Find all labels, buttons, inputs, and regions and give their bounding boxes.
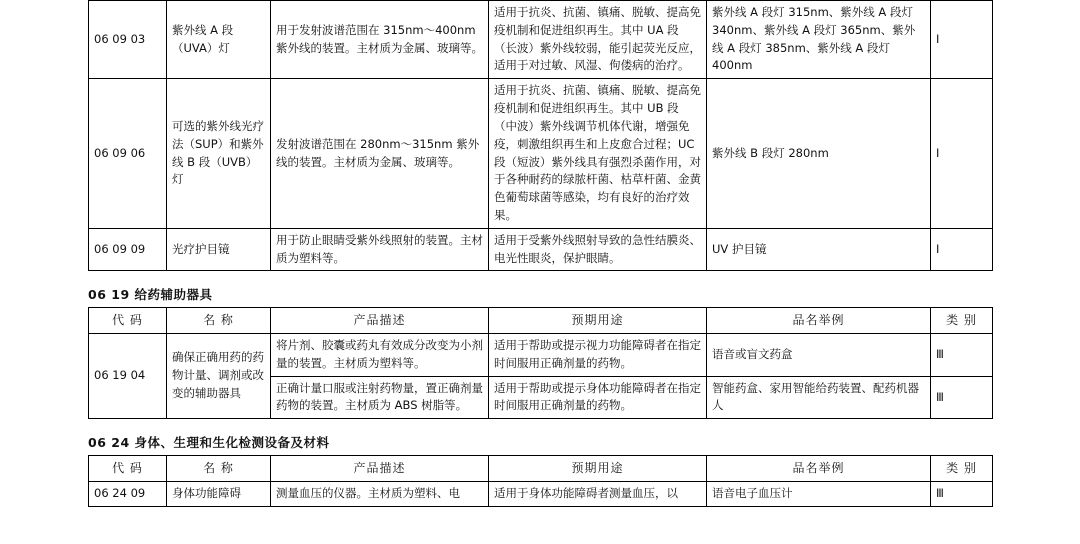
cell-class: Ⅲ (931, 481, 993, 506)
cell-examples: 智能药盒、家用智能给药装置、配药机器人 (707, 376, 931, 419)
cell-code: 06 09 06 (89, 79, 167, 229)
table-header-row (89, 456, 993, 482)
header-code: 代 码 (89, 456, 167, 482)
cell-name: 紫外线 A 段（UVA）灯 (167, 1, 271, 79)
cell-code: 06 09 09 (89, 228, 167, 271)
cell-code: 06 19 04 (89, 333, 167, 418)
header-examples: 品名举例 (707, 308, 931, 334)
section-title-06-19: 06 19 给药辅助器具 (88, 287, 213, 303)
header-class: 类 别 (931, 456, 993, 482)
cell-intended-use: 适用于抗炎、抗菌、镇痛、脱敏、提高免疫机制和促进组织再生。其中 UB 段（中波）紫外线调节机体代谢，增强免疫，刺激组织再生和上皮愈合过程；UC 段（短波）紫外线具有强烈杀菌作用，对于各种耐药的绿脓杆菌、枯草杆菌、金黄色葡萄球菌等感染，均有良好的治疗效果。 (489, 79, 707, 229)
table-body-detection (88, 455, 993, 506)
header-description: 产品描述 (271, 308, 489, 334)
table-row (89, 481, 993, 506)
table-row (89, 1, 993, 79)
cell-description: 正确计量口服或注射药物量，置正确剂量药物的装置。主材质为 ABS 树脂等。 (271, 376, 489, 419)
cell-intended-use: 适用于身体功能障碍者测量血压，以 (489, 481, 707, 506)
table-drug-aid (88, 307, 993, 419)
header-name: 名 称 (167, 456, 271, 482)
cell-description: 发射波谱范围在 280nm～315nm 紫外线的装置。主材质为金属、玻璃等。 (271, 79, 489, 229)
cell-examples: 语音或盲文药盒 (707, 333, 931, 376)
cell-intended-use: 适用于受紫外线照射导致的急性结膜炎、电光性眼炎，保护眼睛。 (489, 228, 707, 271)
cell-description: 测量血压的仪器。主材质为塑料、电 (271, 481, 489, 506)
cell-examples: 紫外线 B 段灯 280nm (707, 79, 931, 229)
header-examples: 品名举例 (707, 456, 931, 482)
table-header-row (89, 308, 993, 334)
section-title-06-24: 06 24 身体、生理和生化检测设备及材料 (88, 435, 330, 451)
header-intended-use: 预期用途 (489, 308, 707, 334)
cell-intended-use: 适用于抗炎、抗菌、镇痛、脱敏、提高免疫机制和促进组织再生。其中 UA 段（长波）紫外线较弱，能引起荧光反应，适用于对过敏、风湿、佝偻病的治疗。 (489, 1, 707, 79)
table-row (89, 79, 993, 229)
header-name: 名 称 (167, 308, 271, 334)
cell-class: Ⅰ (931, 79, 993, 229)
cell-name: 身体功能障碍 (167, 481, 271, 506)
cell-code: 06 09 03 (89, 1, 167, 79)
cell-class: Ⅲ (931, 376, 993, 419)
cell-name: 光疗护目镜 (167, 228, 271, 271)
cell-examples: 紫外线 A 段灯 315nm、紫外线 A 段灯 340nm、紫外线 A 段灯 365nm、紫外线 A 段灯 385nm、紫外线 A 段灯 400nm (707, 1, 931, 79)
cell-class: Ⅰ (931, 1, 993, 79)
cell-description: 用于防止眼睛受紫外线照射的装置。主材质为塑料等。 (271, 228, 489, 271)
cell-class: Ⅰ (931, 228, 993, 271)
table-row (89, 228, 993, 271)
cell-description: 用于发射波谱范围在 315nm～400nm 紫外线的装置。主材质为金属、玻璃等。 (271, 1, 489, 79)
cell-examples: 语音电子血压计 (707, 481, 931, 506)
cell-name: 确保正确用药的药物计量、调剂或改变的辅助器具 (167, 333, 271, 418)
cell-name: 可选的紫外线光疗法（SUP）和紫外线 B 段（UVB）灯 (167, 79, 271, 229)
header-intended-use: 预期用途 (489, 456, 707, 482)
cell-class: Ⅲ (931, 333, 993, 376)
header-class: 类 别 (931, 308, 993, 334)
cell-examples: UV 护目镜 (707, 228, 931, 271)
cell-intended-use: 适用于帮助或提示视力功能障碍者在指定时间服用正确剂量的药物。 (489, 333, 707, 376)
table-row (89, 333, 993, 376)
header-description: 产品描述 (271, 456, 489, 482)
table-uv-lamps (88, 0, 993, 271)
header-code: 代 码 (89, 308, 167, 334)
cell-code: 06 24 09 (89, 481, 167, 506)
cell-intended-use: 适用于帮助或提示身体功能障碍者在指定时间服用正确剂量的药物。 (489, 376, 707, 419)
cell-description: 将片剂、胶囊或药丸有效成分改变为小剂量的装置。主材质为塑料等。 (271, 333, 489, 376)
